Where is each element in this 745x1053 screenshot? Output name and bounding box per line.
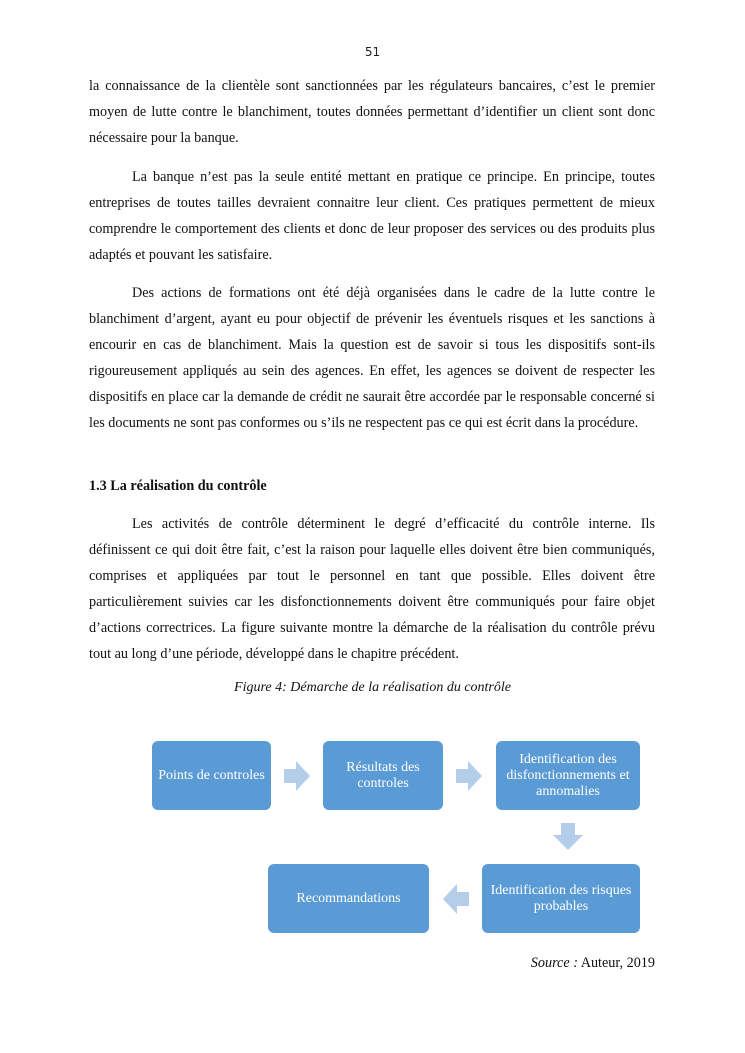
paragraph-control-activities: Les activités de contrôle déterminent le degré d’efficacité du contrôle interne. Ils définissent ce qui doit être fait, c’est la raison pour laquelle elles doivent être bien communiqués, comprises et appliquées par tout le personnel en tant que possible. Elles doivent être particulièrement suivies car les disfonctionnements doivent être communiqués pour faire objet d’actions correctrices. La figure suivante montre la démarche de la réalisation du contrôle prévu tout au long d’une période, développé dans le chapitre précédent. — [89, 516, 655, 662]
source-value: Auteur, 2019 — [580, 955, 655, 971]
paragraph-know-your-client: La banque n’est pas la seule entité mettant en pratique ce principe. En principe, toutes entreprises de toutes tailles devraient connaitre leur client. Ces pratiques permettent de mieux comprendre le comportement des clients et donc de leur proposer des services ou des produits plus adaptés et pouvant les satisfaire. — [89, 169, 655, 263]
step-identification-risques: Identification des risques probables — [482, 864, 640, 933]
arrow-right-icon — [284, 761, 310, 791]
source-label: Source : — [530, 955, 578, 971]
page-number: 51 — [364, 45, 381, 59]
step-resultats-des-controles: Résultats des controles — [323, 741, 443, 810]
arrow-right-icon — [456, 761, 482, 791]
arrow-down-icon — [553, 823, 583, 850]
arrow-left-icon — [443, 884, 469, 914]
section-heading: 1.3 La réalisation du contrôle — [89, 478, 267, 494]
paragraph-training-actions: Des actions de formations ont été déjà organisées dans le cadre de la lutte contre le blanchiment d’argent, ayant eu pour objectif de prévenir les éventuels risques et les sanctions à encourir en cas de blanchiment. Mais la question est de savoir si tous les dispositifs sont-ils rigoureusement appliqués au sein des agences. En effet, les agences se doivent de respecter les dispositifs en place car la demande de crédit ne saurait être accordée par le responsable concerné si les documents ne sont pas conformes ou s’ils ne respectent pas ce qui est écrit dans la procédure. — [89, 285, 655, 431]
step-recommandations: Recommandations — [268, 864, 429, 933]
step-identification-disfonctionnements: Identification des disfonctionnements et annomalies — [496, 741, 640, 810]
figure-source — [531, 955, 655, 972]
paragraph-continuation: la connaissance de la clientèle sont sanctionnées par les régulateurs bancaires, c’est le premier moyen de lutte contre le blanchiment, toutes données permettant d’identifier un client sont donc nécessaire pour la banque. — [89, 78, 655, 146]
figure-caption: Figure 4: Démarche de la réalisation du contrôle — [234, 680, 511, 695]
step-points-de-controles: Points de controles — [152, 741, 271, 810]
